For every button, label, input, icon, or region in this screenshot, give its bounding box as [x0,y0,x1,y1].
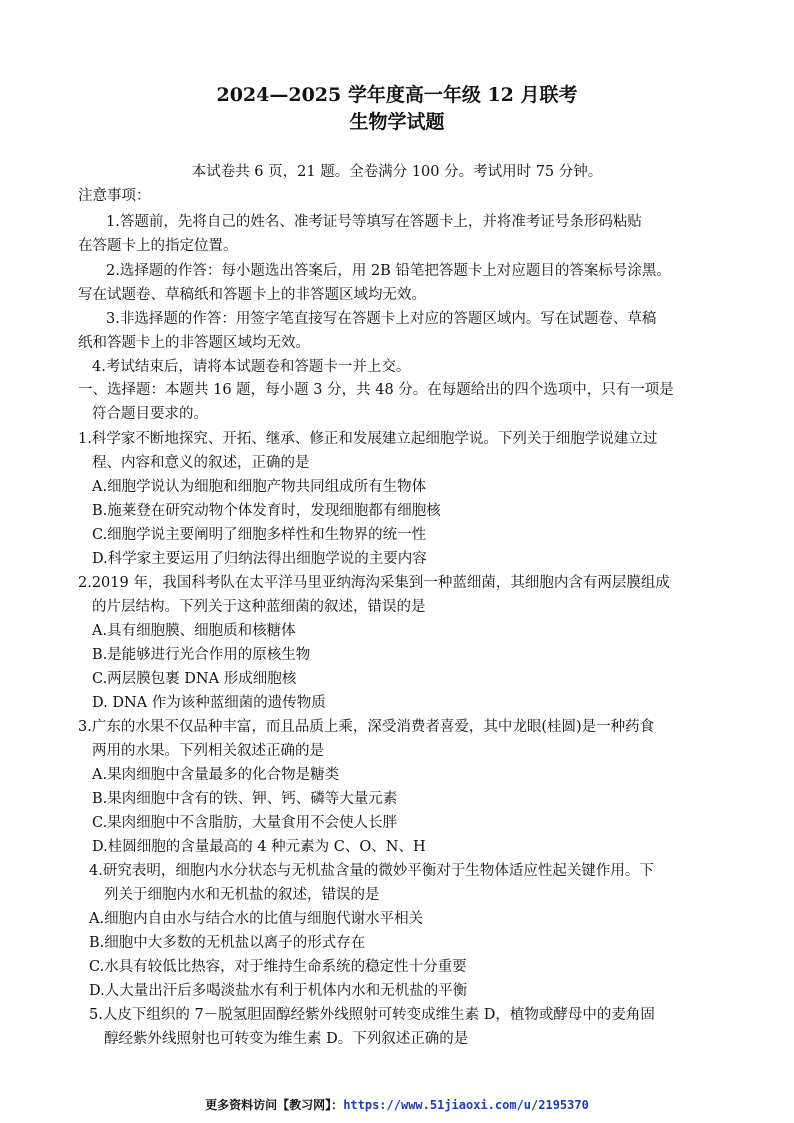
option-c: C.两层膜包裹 DNA 形成细胞核 [92,671,297,687]
option-a: A.果肉细胞中含量最多的化合物是糖类 [92,767,340,783]
option-c: C.果肉细胞中不含脂肪，大量食用不会使人长胖 [92,815,398,831]
option-a: A.细胞内自由水与结合水的比值与细胞代谢水平相关 [89,911,424,927]
section-heading: 一、选择题：本题共 16 题，每小题 3 分，共 48 分。在每题给出的四个选项中，只有一项是 [78,382,674,398]
notice-line: 3.非选择题的作答：用签字笔直接写在答题卡上对应的答题区域内。写在试题卷、草稿 [106,311,657,327]
notice-line: 4.考试结束后，请将本试题卷和答题卡一并上交。 [92,359,411,375]
question-stem: 1.科学家不断地探究、开拓、继承、修正和发展建立起细胞学说。下列关于细胞学说建立过 [78,431,658,447]
question-stem: 的片层结构。下列关于这种蓝细菌的叙述，错误的是 [92,599,426,615]
option-d: D.科学家主要运用了归纳法得出细胞学说的主要内容 [92,551,427,567]
option-b: B.施莱登在研究动物个体发育时，发现细胞都有细胞核 [92,503,441,519]
exam-subtitle: 生物学试题 [349,111,445,133]
question-stem: 列关于细胞内水和无机盐的叙述，错误的是 [104,887,380,903]
option-b: B.细胞中大多数的无机盐以离子的形式存在 [89,935,366,951]
question-stem: 4.研究表明，细胞内水分状态与无机盐含量的微妙平衡对于生物体适应性起关键作用。下 [89,863,654,879]
option-d: D. DNA 作为该种蓝细菌的遗传物质 [92,695,326,711]
notice-line: 写在试题卷、草稿纸和答题卡上的非答题区域均无效。 [78,287,426,303]
section-heading-cont: 符合题目要求的。 [92,406,208,422]
question-stem: 醇经紫外线照射也可转变为维生素 D。下列叙述正确的是 [104,1031,469,1047]
option-b: B.果肉细胞中含有的铁、钾、钙、磷等大量元素 [92,791,398,807]
option-b: B.是能够进行光合作用的原核生物 [92,647,311,663]
notice-line: 在答题卡上的指定位置。 [78,238,238,254]
option-d: D.人大量出汗后多喝淡盐水有利于机体内水和无机盐的平衡 [89,983,468,999]
question-stem: 5.人皮下组织的 7－脱氢胆固醇经紫外线照射可转变成维生素 D，植物或酵母中的麦角固 [89,1007,655,1023]
footer [0,1096,794,1113]
notice-line: 2.选择题的作答：每小题选出答案后，用 2B 铅笔把答题卡上对应题目的答案标号涂黑。 [106,263,671,279]
question-stem: 3.广东的水果不仅品种丰富，而且品质上乘，深受消费者喜爱，其中龙眼(桂圆)是一种药食 [78,719,655,735]
footer-prefix: 更多资料访问【教习网】： [205,1098,344,1112]
option-c: C.细胞学说主要阐明了细胞多样性和生物界的统一性 [92,527,427,543]
notice-heading: 注意事项： [78,188,151,204]
option-c: C.水具有较低比热容，对于维持生命系统的稳定性十分重要 [89,959,467,975]
question-stem: 2.2019 年，我国科考队在太平洋马里亚纳海沟采集到一种蓝细菌，其细胞内含有两层膜组成 [78,575,670,591]
notice-line: 1.答题前，先将自己的姓名、准考证号等填写在答题卡上，并将准考证号条形码粘贴 [106,214,642,230]
exam-title: 2024—2025 学年度高一年级 12 月联考 [216,84,578,106]
question-stem: 两用的水果。下列相关叙述正确的是 [92,743,324,759]
option-a: A.细胞学说认为细胞和细胞产物共同组成所有生物体 [92,479,427,495]
option-a: A.具有细胞膜、细胞质和核糖体 [92,623,296,639]
option-d: D.桂圆细胞的含量最高的 4 种元素为 C、O、N、H [92,839,426,855]
notice-line: 纸和答题卡上的非答题区域均无效。 [78,335,310,351]
footer-link[interactable]: https://www.51jiaoxi.com/u/2195370 [343,1098,589,1112]
exam-info: 本试卷共 6 页，21 题。全卷满分 100 分。考试用时 75 分钟。 [191,164,603,180]
question-stem: 程、内容和意义的叙述，正确的是 [92,455,310,471]
